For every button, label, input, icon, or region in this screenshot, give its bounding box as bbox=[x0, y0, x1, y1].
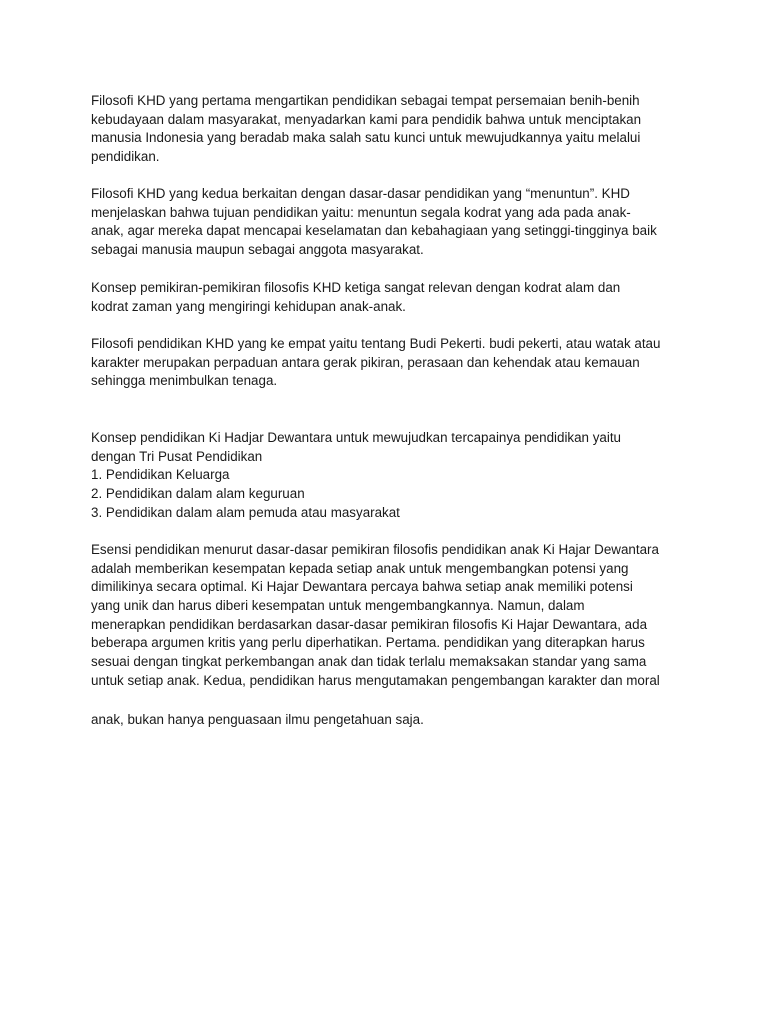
paragraph-line: sebagai manusia maupun sebagai anggota masyarakat. bbox=[91, 242, 424, 258]
paragraph-line: beberapa argumen kritis yang perlu diperhatikan. Pertama. pendidikan yang diterapkan harus bbox=[91, 635, 645, 651]
paragraph-khd-first-philosophy bbox=[91, 92, 691, 167]
paragraph-closing bbox=[91, 711, 691, 730]
paragraph-line: adalah memberikan kesempatan kepada setiap anak untuk mengembangkan potensi yang bbox=[91, 560, 629, 576]
paragraph-line: menerapkan pendidikan berdasarkan dasar-dasar pemikiran filosofis Ki Hajar Dewantara, ada bbox=[91, 616, 648, 632]
paragraph-line: karakter merupakan perpaduan antara gerak pikiran, perasaan dan kehendak atau kemauan bbox=[91, 354, 640, 370]
paragraph-tri-pusat-pendidikan bbox=[91, 429, 691, 522]
paragraph-khd-second-philosophy bbox=[91, 185, 691, 260]
paragraph-khd-fourth-philosophy bbox=[91, 335, 691, 391]
paragraph-line: pendidikan. bbox=[91, 149, 160, 165]
paragraph-line: sesuai dengan tingkat perkembangan anak dan tidak terlalu memaksakan standar yang sama bbox=[91, 654, 647, 670]
paragraph-khd-third-concept bbox=[91, 279, 691, 316]
paragraph-line: untuk setiap anak. Kedua, pendidikan harus mengutamakan pengembangan karakter dan moral bbox=[91, 672, 660, 688]
paragraph-line: kodrat zaman yang mengiringi kehidupan anak-anak. bbox=[91, 298, 406, 314]
paragraph-line: yang unik dan harus diberi kesempatan untuk mengembangkannya. Namun, dalam bbox=[91, 598, 585, 614]
paragraph-line: Esensi pendidikan menurut dasar-dasar pemikiran filosofis pendidikan anak Ki Hajar Dewantara bbox=[91, 542, 659, 557]
paragraph-line: Filosofi KHD yang pertama mengartikan pendidikan sebagai tempat persemaian benih-benih bbox=[91, 93, 640, 108]
paragraph-line: Filosofi pendidikan KHD yang ke empat yaitu tentang Budi Pekerti. budi pekerti, atau watak atau bbox=[91, 336, 661, 351]
paragraph-esensi-pendidikan bbox=[91, 541, 691, 691]
paragraph-line: anak, bukan hanya penguasaan ilmu pengetahuan saja. bbox=[91, 712, 424, 727]
paragraph-line: anak, agar mereka dapat mencapai keselamatan dan kebahagiaan yang setinggi-tingginya baik bbox=[91, 223, 657, 239]
list-item: 1. Pendidikan Keluarga bbox=[91, 467, 230, 483]
paragraph-line: Filosofi KHD yang kedua berkaitan dengan dasar-dasar pendidikan yang “menuntun”. KHD bbox=[91, 186, 630, 201]
list-item: 2. Pendidikan dalam alam keguruan bbox=[91, 486, 305, 502]
paragraph-line: Konsep pemikiran-pemikiran filosofis KHD ketiga sangat relevan dengan kodrat alam dan bbox=[91, 280, 621, 295]
paragraph-line: dengan Tri Pusat Pendidikan bbox=[91, 448, 263, 464]
paragraph-line: kebudayaan dalam masyarakat, menyadarkan kami para pendidik bahwa untuk menciptakan bbox=[91, 111, 642, 127]
paragraph-line: menjelaskan bahwa tujuan pendidikan yaitu: menuntun segala kodrat yang ada pada anak- bbox=[91, 204, 631, 220]
paragraph-line: Konsep pendidikan Ki Hadjar Dewantara untuk mewujudkan tercapainya pendidikan yaitu bbox=[91, 430, 622, 445]
list-item: 3. Pendidikan dalam alam pemuda atau masyarakat bbox=[91, 504, 400, 520]
paragraph-line: manusia Indonesia yang beradab maka salah satu kunci untuk mewujudkannya yaitu melalui bbox=[91, 130, 641, 146]
paragraph-line: dimilikinya secara optimal. Ki Hajar Dewantara percaya bahwa setiap anak memiliki potensi bbox=[91, 579, 633, 595]
paragraph-line: sehingga menimbulkan tenaga. bbox=[91, 373, 278, 389]
